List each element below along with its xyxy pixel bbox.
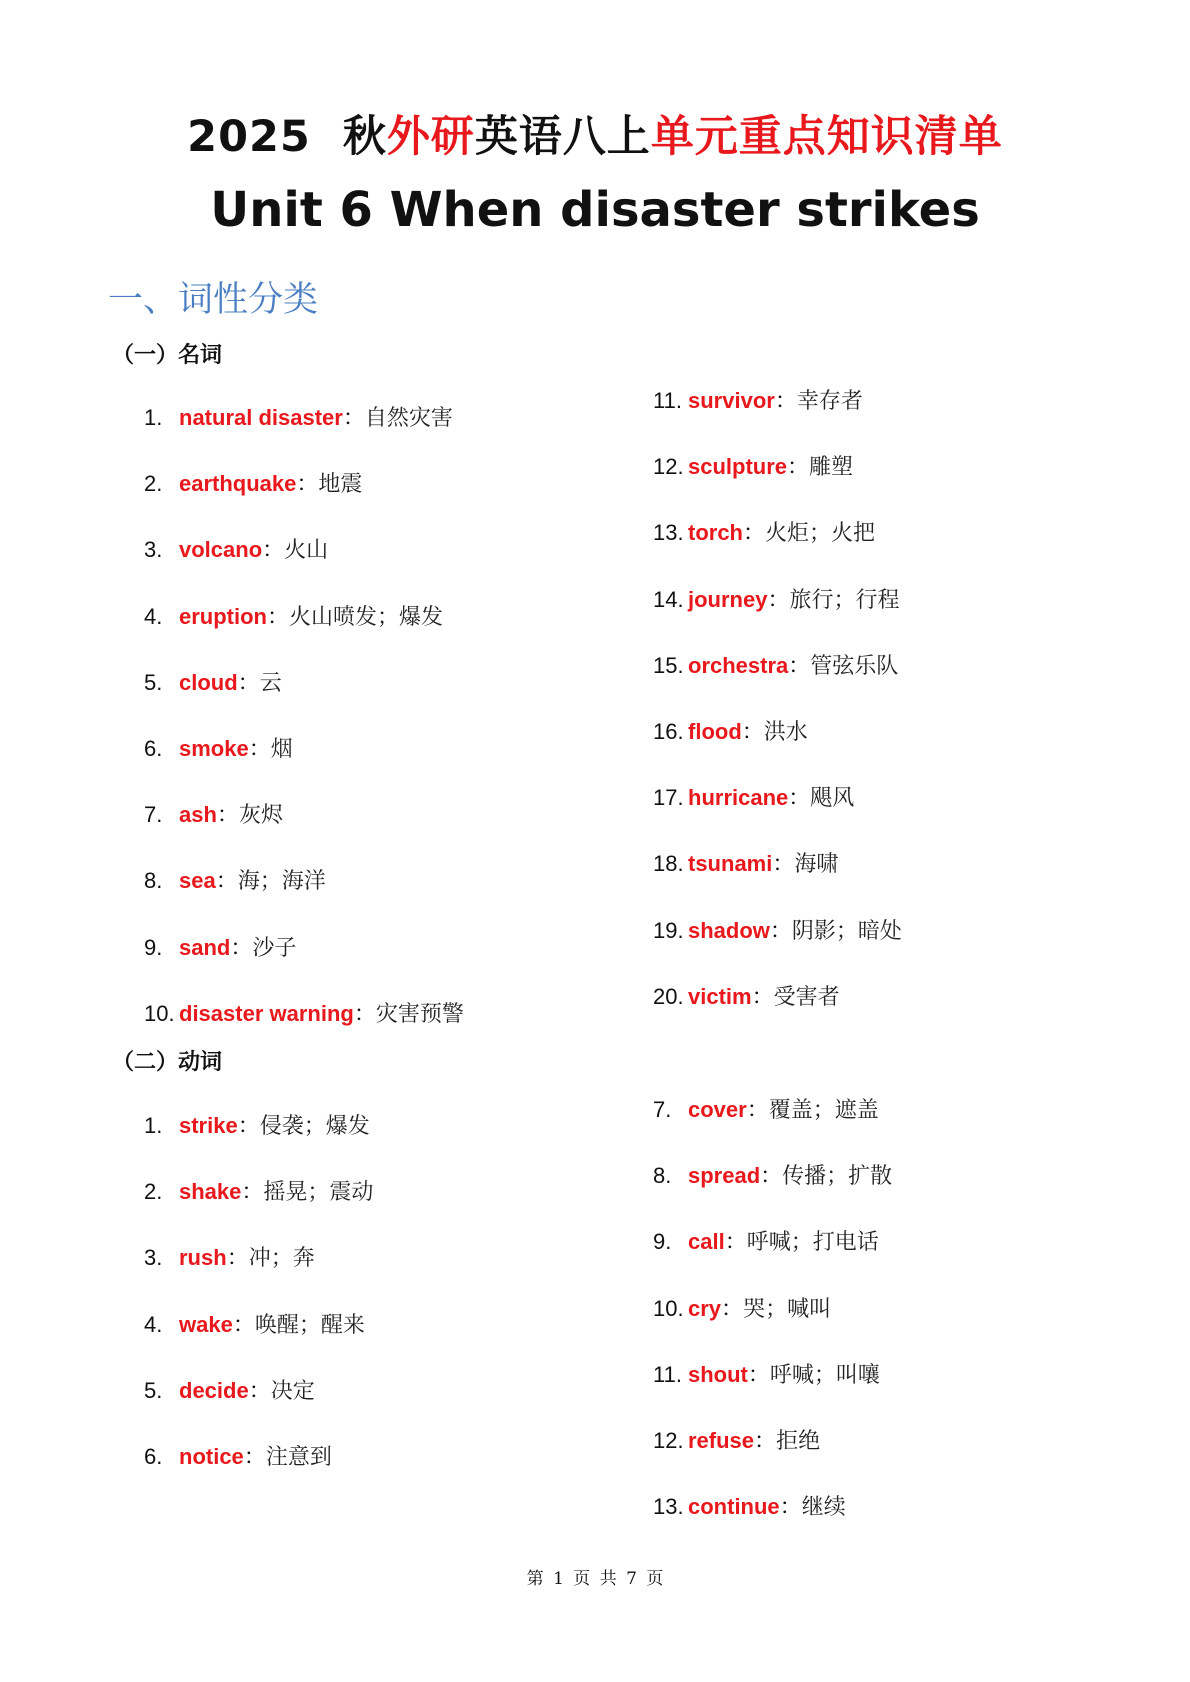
vocab-word: eruption (179, 603, 267, 629)
vocab-word: natural disaster (179, 405, 343, 430)
item-number: 7. (653, 1097, 672, 1122)
item-number: 12. (653, 454, 684, 480)
vocab-word: strike (179, 1113, 238, 1138)
item-number: 5. (144, 1377, 163, 1403)
item-number: 11. (653, 1361, 682, 1387)
item-number: 2. (144, 1179, 163, 1205)
vocab-meaning: 烟 (270, 737, 293, 762)
item-number: 18. (653, 851, 684, 877)
item-number: 9. (144, 934, 163, 960)
vocab-meaning: 呼喊；叫嚷 (769, 1362, 880, 1388)
vocab-meaning: 灰烬 (238, 803, 283, 829)
title-subject: 英语八上 (474, 112, 651, 162)
vocab-word: ash (179, 802, 217, 828)
vocab-word: shout (688, 1361, 748, 1387)
vocab-meaning: 火山 (284, 538, 329, 564)
vocab-meaning: 阴影；暗处 (791, 918, 902, 944)
item-number: 2. (144, 471, 163, 497)
item-number: 9. (653, 1229, 672, 1255)
vocab-word: victim (688, 983, 752, 1009)
vocab-word: call (688, 1229, 725, 1255)
vocab-word: torch (688, 520, 743, 546)
vocab-meaning: 呼喊；打电话 (746, 1230, 879, 1256)
item-number: 4. (144, 1311, 163, 1337)
item-number: 3. (144, 1245, 163, 1271)
item-number: 7. (144, 802, 163, 828)
vocab-meaning: 灾害预警 (375, 1001, 464, 1027)
vocab-word: shadow (688, 917, 770, 943)
item-number: 13. (653, 520, 684, 546)
vocab-meaning: 唤醒；醒来 (254, 1312, 365, 1338)
vocab-meaning: 火山喷发；爆发 (289, 604, 444, 630)
vocab-meaning: 云 (259, 670, 282, 696)
vocab-word: tsunami (688, 851, 773, 877)
vocab-meaning: 侵袭；爆发 (259, 1114, 370, 1139)
vocab-meaning: 洪水 (763, 720, 808, 745)
vocab-word: continue (688, 1494, 780, 1520)
vocab-word: decide (179, 1377, 249, 1403)
vocab-word: survivor (688, 388, 775, 413)
vocab-meaning: 拒绝 (776, 1429, 821, 1454)
item-number: 14. (653, 586, 684, 612)
vocab-word: volcano (179, 537, 263, 563)
vocab-word: cover (688, 1097, 747, 1122)
item-number: 1. (144, 405, 163, 430)
vocab-meaning: 火炬；火把 (765, 521, 876, 547)
vocab-word: refuse (688, 1428, 755, 1453)
vocab-meaning: 受害者 (773, 984, 840, 1010)
verbs-heading: （二）动词 (112, 1050, 223, 1075)
vocab-word: notice (179, 1444, 244, 1469)
item-number: 12. (653, 1428, 684, 1453)
vocab-word: cloud (179, 669, 238, 695)
vocab-meaning: 覆盖；遮盖 (768, 1098, 879, 1123)
vocab-meaning: 传播；扩散 (782, 1164, 893, 1190)
vocab-word: sea (179, 868, 216, 894)
vocab-meaning: 海；海洋 (237, 869, 326, 895)
vocab-meaning: 决定 (270, 1378, 315, 1404)
item-number: 17. (653, 785, 684, 811)
vocab-word: wake (179, 1311, 233, 1337)
item-number: 15. (653, 652, 684, 678)
item-number: 10. (144, 1000, 175, 1026)
vocab-word: journey (688, 586, 768, 612)
vocab-word: disaster warning (179, 1000, 354, 1026)
vocab-meaning: 管弦乐队 (810, 653, 899, 679)
vocab-word: sand (179, 934, 231, 960)
title-year: 2025 (187, 112, 311, 162)
vocab-meaning: 地震 (318, 472, 363, 498)
vocab-word: earthquake (179, 471, 297, 497)
item-number: 13. (653, 1494, 684, 1520)
item-number: 11. (653, 388, 682, 413)
item-number: 1. (144, 1113, 163, 1138)
title-season: 秋 (342, 112, 387, 162)
vocab-word: spread (688, 1163, 761, 1189)
vocab-word: sculpture (688, 454, 788, 480)
vocab-meaning: 雕塑 (809, 455, 854, 481)
item-number: 10. (653, 1295, 684, 1321)
vocab-meaning: 继续 (801, 1495, 846, 1521)
vocab-word: hurricane (688, 785, 789, 811)
vocab-word: shake (179, 1179, 242, 1205)
vocab-meaning: 注意到 (265, 1445, 332, 1470)
document-subtitle: Unit 6 When disaster strikes (210, 182, 980, 238)
vocab-meaning: 飓风 (810, 786, 855, 812)
vocab-word: cry (688, 1295, 722, 1321)
nouns-heading: （一）名词 (112, 343, 223, 368)
vocab-meaning: 旅行；行程 (789, 587, 900, 613)
vocab-word: orchestra (688, 652, 789, 678)
vocab-meaning: 幸存者 (796, 389, 863, 414)
section-heading: 一、词性分类 (108, 280, 319, 320)
vocab-meaning: 冲；奔 (248, 1246, 315, 1272)
page-footer: 第 1 页 共 7 页 (526, 1569, 664, 1589)
vocab-meaning: 沙子 (252, 935, 297, 961)
item-number: 6. (144, 736, 163, 761)
vocab-meaning: 哭；喊叫 (743, 1296, 832, 1322)
item-number: 19. (653, 917, 684, 943)
vocab-word: rush (179, 1245, 227, 1271)
item-number: 6. (144, 1444, 163, 1469)
vocab-word: smoke (179, 736, 249, 761)
title-topic: 单元重点知识清单 (650, 112, 1003, 162)
document-title (0, 103, 1190, 164)
item-number: 4. (144, 603, 163, 629)
vocab-meaning: 海啸 (794, 852, 839, 878)
item-number: 8. (653, 1163, 672, 1189)
vocab-meaning: 自然灾害 (364, 406, 453, 431)
vocab-word: flood (688, 719, 742, 744)
title-publisher: 外研 (386, 112, 475, 162)
item-number: 5. (144, 669, 163, 695)
item-number: 20. (653, 983, 684, 1009)
vocab-meaning: 摇晃；震动 (263, 1180, 374, 1206)
item-number: 3. (144, 537, 163, 563)
item-number: 8. (144, 868, 163, 894)
item-number: 16. (653, 719, 684, 744)
